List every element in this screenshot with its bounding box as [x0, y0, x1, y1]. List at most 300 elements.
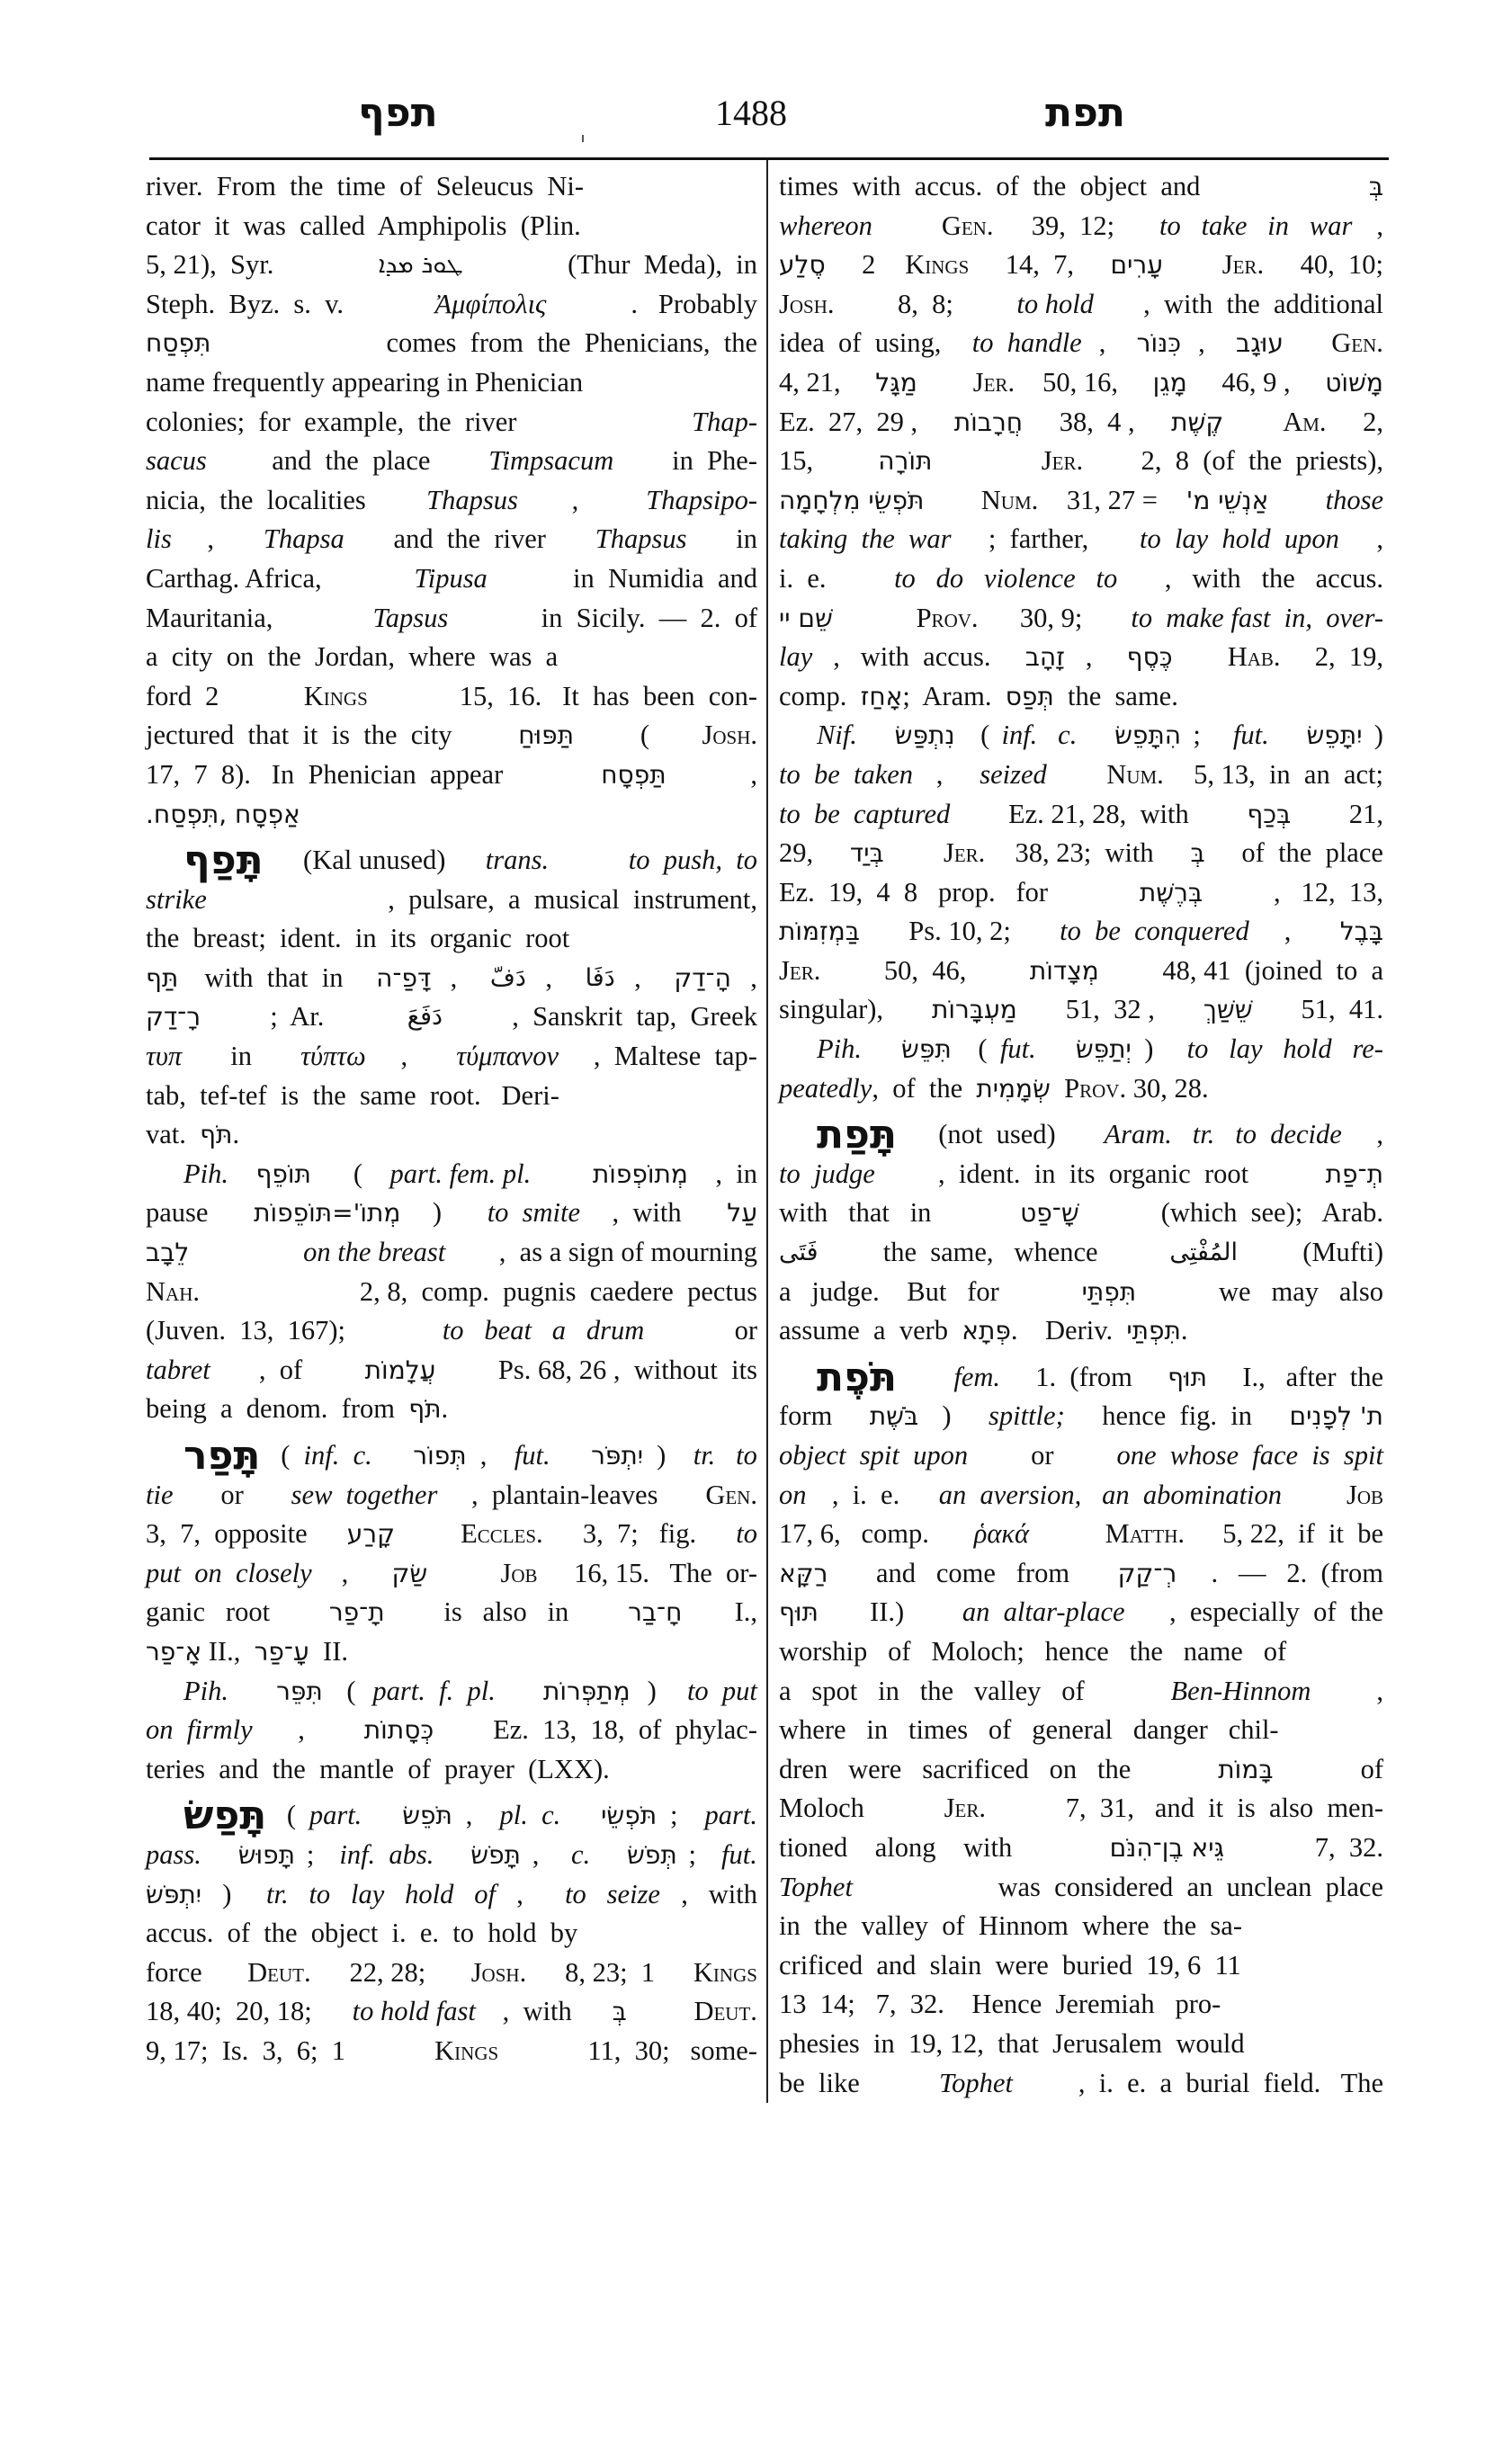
line-content: [779, 1672, 1383, 1712]
text-line: [779, 1829, 1383, 1868]
text-run: be like: [779, 2067, 874, 2098]
italic-run: part.: [704, 1800, 757, 1831]
book-reference: Jer.: [1221, 249, 1265, 281]
text-run: (Thur Meda), in: [560, 249, 757, 281]
line-content: [779, 324, 1383, 363]
text-run: .: [232, 1119, 240, 1150]
text-run: Carthag. Africa,: [146, 562, 336, 594]
book-reference: Jer.: [779, 954, 821, 986]
text-run: 5, 22, if it be: [1215, 1518, 1383, 1550]
text-run: ,: [1376, 210, 1383, 241]
text-run: 29,: [779, 837, 828, 869]
italic-run: to hold: [1016, 288, 1094, 319]
text-run: in: [722, 523, 757, 555]
book-reference: Job: [1346, 1479, 1383, 1510]
hebrew-term: הִתָּפֵשׂ: [1114, 720, 1182, 751]
text-run: [375, 1796, 389, 1836]
text-run: 48, 41 (joined to a: [1149, 954, 1383, 986]
italic-run: fut.: [999, 1033, 1036, 1065]
text-run: of the place: [1228, 837, 1383, 869]
text-run: , 12, 13,: [1274, 876, 1383, 908]
book-reference: Prov.: [1064, 1072, 1127, 1104]
text-line: [779, 1554, 1383, 1594]
text-run: ,: [1085, 641, 1106, 673]
hebrew-term: תְ־פַת: [1325, 1158, 1383, 1189]
text-line: [146, 1750, 757, 1790]
text-line: [146, 881, 757, 920]
text-run: [1051, 1069, 1064, 1109]
italic-run: tabret: [146, 1354, 210, 1385]
text-run: ;: [1193, 720, 1221, 751]
line-content: [779, 873, 1383, 913]
text-line: [779, 1436, 1383, 1476]
italic-run: to push, to: [628, 845, 757, 876]
hebrew-term: כְּסָתוֹת: [363, 1715, 434, 1746]
arabic-term: دَفّ: [489, 963, 526, 992]
line-content: [779, 1711, 1383, 1750]
headword: תָּפַשׂ: [183, 1793, 267, 1839]
hebrew-term: מָשׁוֹט: [1325, 367, 1383, 398]
text-run: colonies; for example, the river: [146, 406, 524, 437]
hebrew-term: תִּפְתַּי: [1126, 1316, 1181, 1346]
book-reference: Josh.: [702, 720, 757, 751]
text-run: , in: [715, 1158, 757, 1189]
line-content: [146, 1750, 757, 1790]
text-line: [779, 677, 1383, 717]
text-run: 15,: [779, 445, 834, 477]
text-line: [146, 795, 757, 835]
hebrew-term: תּוֹפֵף: [255, 1158, 319, 1189]
text-run: Ez. 19, 4 8 prop. for: [779, 876, 1069, 908]
line-content: [146, 1351, 757, 1390]
hebrew-term: בֹּשֶׁת: [869, 1401, 919, 1432]
text-line: [146, 919, 757, 959]
text-run: ,: [1376, 1675, 1383, 1706]
text-run: [1069, 756, 1083, 795]
text-line: [146, 599, 757, 639]
text-line: [779, 1515, 1383, 1554]
arabic-term: ܛܘܪ ܡܕܐ: [378, 251, 463, 280]
text-line: [779, 1789, 1383, 1829]
text-line: [779, 1907, 1383, 1946]
italic-run: Thapsa: [263, 523, 344, 555]
text-line: [779, 1194, 1383, 1233]
text-run: [559, 1155, 566, 1194]
text-line: [146, 1554, 757, 1594]
text-run: [977, 442, 998, 481]
text-run: phesies in 19, 12, that Jerusalem would: [779, 2027, 1245, 2059]
text-run: Ps. 10, 2;: [895, 916, 1025, 947]
book-reference: Josh.: [470, 1956, 527, 1988]
text-line: [146, 1037, 757, 1077]
italic-run: tie: [146, 1479, 174, 1510]
line-content: [146, 207, 757, 246]
text-run: 2, 19,: [1301, 641, 1383, 673]
text-run: assume a verb: [779, 1315, 962, 1346]
text-run: ganic root: [146, 1596, 291, 1628]
italic-run: Tophet: [779, 1871, 853, 1902]
text-run: ,: [545, 961, 567, 993]
text-run: ,: [298, 1714, 319, 1746]
text-run: a city on the Jordan, where was a: [146, 641, 559, 673]
italic-run: to put: [686, 1675, 757, 1706]
book-reference: Num.: [1106, 758, 1164, 790]
text-line: [146, 1836, 757, 1875]
text-run: Steph. Byz. s. v.: [146, 288, 351, 319]
text-run: in the valley of Hinnom where the sa-: [779, 1910, 1242, 1942]
arabic-term: فَتَى: [779, 1238, 819, 1267]
hebrew-term: בְּ: [1368, 172, 1383, 201]
text-run: ): [1144, 1033, 1175, 1065]
text-run: name frequently appearing in Phenician: [146, 366, 584, 398]
italic-run: Thapsus: [426, 484, 518, 515]
greek-term: τυπ: [146, 1041, 183, 1072]
text-run: ): [432, 1197, 456, 1229]
text-run: , with the additional: [1143, 288, 1383, 319]
text-run: tab, tef-tef is the same root. Deri-: [146, 1079, 559, 1111]
hebrew-term: יְתַפֵּשׂ: [1075, 1034, 1132, 1065]
hebrew-term: עֲלָמוֹת: [364, 1355, 436, 1385]
text-line: [779, 246, 1383, 285]
hebrew-term: פְּתָא: [962, 1316, 1011, 1346]
text-line: [779, 167, 1383, 207]
text-run: ): [942, 1400, 965, 1432]
italic-run: fut.: [1232, 720, 1269, 751]
hebrew-term: ת' לְפָנִים: [1289, 1401, 1383, 1432]
text-run: or: [207, 1479, 258, 1510]
text-run: 31, 27 =: [1060, 484, 1165, 515]
text-run: Ez. 13, 18, of phylac-: [479, 1714, 757, 1746]
text-run: , with: [502, 1996, 586, 2027]
line-content: [146, 363, 757, 403]
text-line: [779, 716, 1383, 756]
text-line: [146, 559, 757, 599]
headword: תֹּפֶת: [817, 1354, 898, 1400]
text-line: [146, 442, 757, 481]
book-reference: Jer.: [943, 837, 986, 869]
text-run: 14, 7,: [991, 249, 1088, 281]
line-content: [779, 638, 1383, 677]
hebrew-term: תֹּף: [200, 1120, 233, 1150]
italic-run: to take in war: [1159, 210, 1353, 241]
line-content: [146, 167, 757, 207]
text-line: [146, 638, 757, 677]
text-run: [868, 599, 881, 639]
text-run: Ez. 27, 29 ,: [779, 406, 932, 437]
text-line: [779, 1593, 1383, 1632]
text-run: , with accus.: [833, 641, 1005, 673]
hebrew-term: סֶלַע: [779, 250, 826, 281]
line-content: [779, 1194, 1383, 1233]
text-run: 4, 21,: [779, 366, 854, 398]
line-content: [183, 837, 757, 884]
line-content: [146, 559, 757, 599]
text-line: [146, 997, 757, 1037]
line-content: [146, 324, 757, 363]
text-line: [146, 2032, 757, 2071]
text-line: [146, 207, 757, 246]
text-line: [779, 2025, 1383, 2064]
line-content: [146, 677, 757, 717]
line-content: [779, 1311, 1383, 1351]
text-line: [779, 285, 1383, 325]
text-run: 13 14; 7, 32. Hence Jeremiah pro-: [779, 1989, 1221, 2020]
text-line: [779, 638, 1383, 677]
header-rule: [149, 157, 1389, 160]
line-content: [146, 1311, 757, 1351]
line-content: [779, 1069, 1383, 1109]
text-run: ,: [207, 523, 228, 555]
text-run: river. From the time of Seleucus Ni-: [146, 171, 585, 201]
line-content: [146, 1554, 757, 1594]
text-run: [602, 1836, 615, 1875]
italic-run: strike: [146, 883, 207, 915]
text-line: [779, 1233, 1383, 1273]
text-line: [779, 1476, 1383, 1516]
italic-run: Tophet: [939, 2067, 1013, 2098]
line-content: [146, 716, 757, 756]
text-run: dren were sacrificed on the: [779, 1753, 1152, 1784]
text-run: 2, 8, comp. pugnis caedere pectus: [353, 1275, 757, 1307]
running-head: [146, 86, 1385, 149]
text-run: , pulsare, a musical instrument,: [388, 883, 757, 915]
line-content: [146, 2032, 757, 2071]
text-run: the same, whence: [869, 1237, 1119, 1268]
book-reference: Kings: [434, 2034, 499, 2066]
hebrew-term: מְתוֹ'=תּוֹפֵפוֹת: [254, 1198, 401, 1229]
text-line: [779, 1397, 1383, 1436]
book-reference: Jer.: [944, 1793, 986, 1824]
text-run: in: [217, 1041, 266, 1072]
hebrew-term: קֶשֶׁת: [1171, 407, 1224, 437]
line-content: [146, 756, 757, 795]
book-reference: Gen.: [705, 1479, 757, 1510]
line-content: [779, 990, 1383, 1030]
line-content: [146, 1632, 757, 1672]
line-content: [146, 881, 757, 920]
line-content: [779, 1233, 1383, 1273]
hebrew-term: תּוּף: [779, 1597, 819, 1628]
text-run: idea of using,: [779, 327, 955, 359]
line-content: [146, 1115, 757, 1155]
hebrew-term: עָרִים: [1110, 250, 1163, 281]
text-run: or: [1016, 1440, 1068, 1471]
text-line: [146, 1515, 757, 1554]
hebrew-term: תֹּפְשֵׂי מִלְחָמָה: [779, 485, 925, 515]
text-run: I.,: [720, 1596, 757, 1628]
text-run: ,: [935, 758, 957, 790]
text-run: [1281, 716, 1294, 756]
line-content: [817, 1112, 1383, 1158]
line-content: [779, 363, 1383, 403]
italic-run: part. f. pl.: [372, 1675, 496, 1706]
text-run: 11, 30; some-: [574, 2034, 757, 2066]
hebrew-term: בְּיַד: [849, 838, 884, 869]
hebrew-term: שֵׁשַׁךְ: [1203, 995, 1253, 1025]
text-run: [243, 1233, 250, 1273]
italic-run: Thap-: [692, 406, 757, 437]
text-run: pause: [146, 1197, 222, 1229]
text-line: [146, 1077, 757, 1116]
hebrew-term: בְּכַף: [1247, 799, 1292, 829]
text-run: cator it was called Amphipolis (Plin.: [146, 210, 581, 241]
italic-run: an altar-place: [962, 1596, 1125, 1628]
line-content: [183, 1155, 757, 1194]
line-content: [146, 599, 757, 639]
hebrew-term: אָחַז: [860, 681, 903, 711]
line-content: [779, 952, 1383, 991]
hebrew-term: דָּפַ־ה: [376, 962, 432, 993]
italic-run: Timpsacum: [488, 445, 614, 477]
text-run: (not used): [931, 1119, 1069, 1150]
text-line: [779, 1672, 1383, 1712]
text-run: ; Ar.: [270, 1001, 338, 1033]
text-run: and the river: [380, 523, 560, 555]
text-line: [779, 834, 1383, 873]
italic-run: to seize: [565, 1878, 660, 1909]
text-line: [146, 1476, 757, 1516]
text-line: [779, 363, 1383, 403]
hebrew-term: חֲרָבוֹת: [953, 407, 1024, 437]
text-run: [213, 1836, 227, 1875]
text-run: [1290, 481, 1303, 521]
text-run: singular),: [779, 994, 898, 1025]
text-run: 46, 9 ,: [1208, 366, 1304, 398]
text-line: [146, 1954, 757, 1993]
italic-run: Pih.: [183, 1158, 228, 1189]
line-content: [779, 756, 1383, 795]
line-content: [779, 2064, 1383, 2104]
italic-run: inf. c.: [303, 1440, 372, 1471]
line-content: [779, 1397, 1383, 1436]
text-line: [146, 677, 757, 717]
hebrew-term: תְּפֹשׂ: [627, 1839, 677, 1870]
hebrew-term: תֹּפֵשׂ: [402, 1801, 452, 1831]
text-run: 51, 41.: [1287, 994, 1383, 1025]
right-column: [779, 167, 1383, 2103]
line-content: [146, 1711, 757, 1750]
book-reference: Eccles.: [461, 1518, 543, 1550]
text-run: 2,: [1348, 406, 1383, 437]
hebrew-term: תִּפְסַח: [146, 328, 211, 359]
text-run: [1247, 403, 1260, 443]
text-line: [779, 795, 1383, 835]
italic-run: lis: [146, 523, 172, 555]
book-reference: Kings: [303, 680, 368, 711]
hebrew-term: כִּנּוֹר: [1136, 328, 1182, 359]
line-content: [146, 1593, 757, 1632]
hebrew-term: רַקָּא: [779, 1558, 828, 1588]
greek-term: Ἀμφίπολις: [434, 288, 547, 319]
text-line: [146, 1390, 757, 1429]
text-run: 8, 23; 1: [558, 1956, 662, 1988]
text-run: in Sicily. — 2. of: [527, 602, 757, 633]
text-run: ;: [688, 1838, 711, 1870]
hebrew-term: מְתוֹפְפוֹת: [592, 1158, 688, 1189]
text-run: ,: [479, 1440, 501, 1471]
line-content: [146, 1836, 757, 1875]
line-content: [146, 520, 757, 559]
line-content: [183, 1672, 757, 1712]
text-line: [779, 990, 1383, 1030]
italic-run: c.: [571, 1838, 591, 1870]
text-run: , of: [258, 1354, 317, 1385]
line-content: [779, 167, 1383, 207]
hebrew-term: מַעְבָּרוֹת: [931, 995, 1017, 1025]
text-run: , Sanskrit tap, Greek: [512, 1001, 757, 1033]
hebrew-term: מְצָדוֹת: [1029, 955, 1099, 986]
text-run: [564, 1436, 577, 1476]
text-run: is also in: [423, 1596, 590, 1628]
line-content: [779, 834, 1383, 873]
text-line: [779, 442, 1383, 481]
hebrew-term: לֵבָב: [146, 1238, 190, 1268]
line-content: [146, 481, 757, 521]
text-run: a judge. But for: [779, 1275, 1020, 1307]
italic-run: Thapsipo-: [646, 484, 757, 515]
line-content: [817, 1030, 1383, 1069]
line-content: [779, 599, 1383, 639]
line-content: [779, 2025, 1383, 2064]
text-run: (Mufti): [1288, 1237, 1383, 1268]
text-run: in Numidia and: [566, 562, 757, 594]
hebrew-term: תּוּף: [1168, 1362, 1208, 1392]
text-line: [779, 403, 1383, 443]
hebrew-term: עָ־פַר: [254, 1636, 309, 1667]
text-run: ,: [1198, 327, 1220, 359]
line-content: [779, 1476, 1383, 1516]
text-run: (: [346, 1158, 363, 1189]
text-run: (: [966, 720, 990, 751]
text-line: [146, 837, 757, 884]
italic-run: put on closely: [146, 1557, 312, 1588]
text-run: teries and the mantle of prayer (LXX).: [146, 1753, 610, 1784]
text-line: [779, 2064, 1383, 2104]
line-content: [146, 1476, 757, 1516]
text-run: ; farther,: [988, 523, 1103, 555]
text-line: [779, 756, 1383, 795]
text-run: 38, 4 ,: [1045, 406, 1149, 437]
text-run: (: [339, 1675, 356, 1706]
text-line: [779, 520, 1383, 559]
text-run: 21,: [1335, 798, 1383, 829]
text-line: [779, 1750, 1383, 1790]
line-content: [146, 1954, 757, 1993]
hebrew-term: שָׁ־פַט: [1020, 1198, 1079, 1229]
text-line: [146, 1875, 757, 1915]
text-run: .: [441, 1393, 449, 1425]
text-run: ,: [1376, 1119, 1383, 1150]
line-content: [146, 442, 757, 481]
text-run: times with accus. of the object and: [779, 171, 1214, 201]
text-line: [146, 324, 757, 363]
text-run: ,: [465, 1800, 487, 1831]
text-run: 39, 12;: [1017, 210, 1135, 241]
text-line: [779, 1985, 1383, 2025]
text-run: Mauritania,: [146, 602, 294, 633]
hebrew-term: יִתָּפֵשׂ: [1306, 720, 1363, 751]
text-run: , with the accus.: [1164, 562, 1383, 594]
hebrew-term: רָ־דַק: [146, 1002, 201, 1033]
line-content: [146, 1992, 757, 2032]
hebrew-term: תּוֹרָה: [878, 446, 933, 477]
book-reference: Jer.: [972, 366, 1015, 398]
italic-run: tr. to: [693, 1440, 757, 1471]
hebrew-term: שַׂק: [391, 1558, 428, 1588]
line-content: [146, 1037, 757, 1077]
text-run: .: [1180, 1315, 1188, 1346]
italic-run: whereon: [779, 210, 872, 241]
